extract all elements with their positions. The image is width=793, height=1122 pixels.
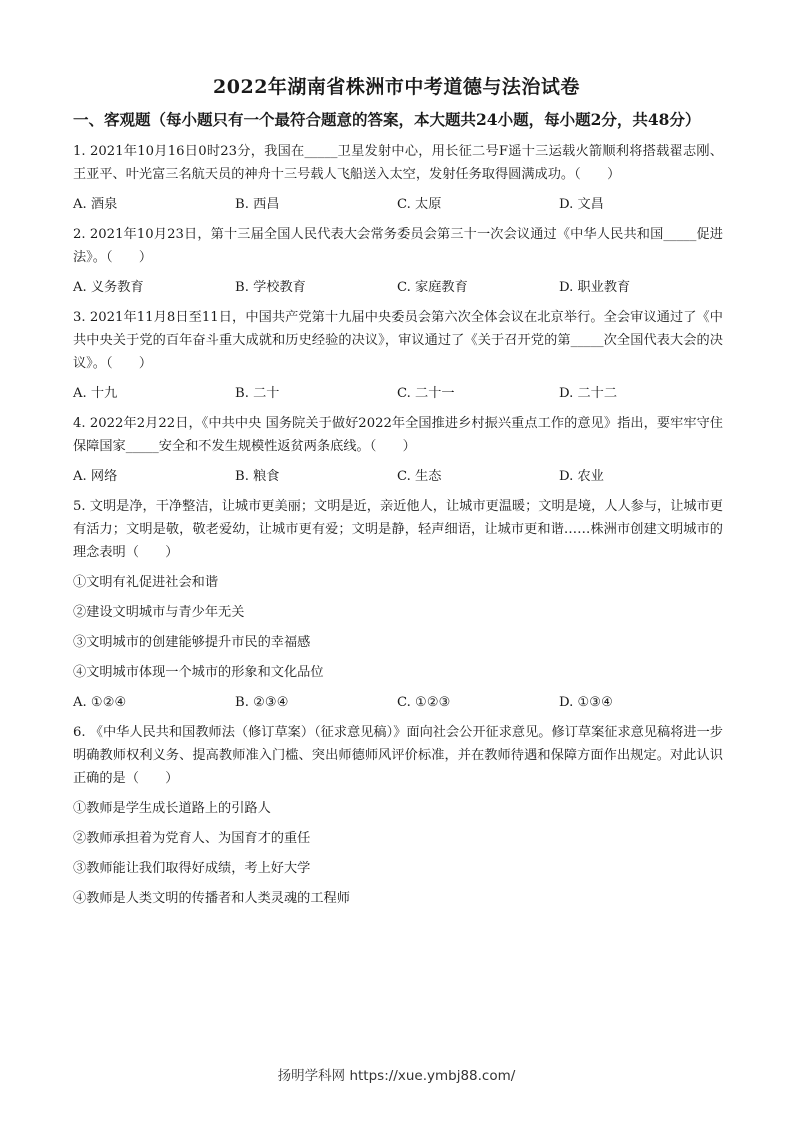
question-stem: 1. 2021年10月16日0时23分，我国在_____卫星发射中心，用长征二号F遥十三运载火箭顺利将搭载翟志刚、王亚平、叶光富三名航天员的神舟十三号载人飞船送入太空，发射任务取得圆满成功。（ ） xyxy=(73,144,723,182)
option-d: D. 职业教育 xyxy=(559,280,631,295)
options-row xyxy=(73,691,723,714)
statement-item: ①教师是学生成长道路上的引路人 xyxy=(73,801,271,816)
option-d: D. ①③④ xyxy=(559,695,613,710)
option-d: D. 农业 xyxy=(559,469,604,484)
option-a: A. 网络 xyxy=(73,469,118,484)
option-a: A. ①②④ xyxy=(73,695,127,710)
options-row xyxy=(73,382,723,405)
question-stem: 3. 2021年11月8日至11日，中国共产党第十九届中央委员会第六次全体会议在北京举行。全会审议通过了《中共中央关于党的百年奋斗重大成就和历史经验的决议》，审议通过了《关于召开党的第_____次全国代表大会的决议》。（ ） xyxy=(73,310,723,371)
question-6 xyxy=(73,721,723,910)
option-b: B. 二十 xyxy=(235,386,280,401)
option-c: C. 家庭教育 xyxy=(397,280,468,295)
section-heading: 一、客观题（每小题只有一个最符合题意的答案，本大题共24小题，每小题2分，共48分） xyxy=(73,110,701,129)
option-c: C. 二十一 xyxy=(397,386,455,401)
option-b: B. 粮食 xyxy=(235,469,280,484)
question-list xyxy=(73,140,723,917)
page-title: 2022年湖南省株洲市中考道德与法治试卷 xyxy=(213,76,580,98)
option-b: B. 西昌 xyxy=(235,197,280,212)
option-c: C. ①②③ xyxy=(397,695,451,710)
statement-item: ①文明有礼促进社会和谐 xyxy=(73,575,219,590)
question-stem: 4. 2022年2月22日，《中共中央 国务院关于做好2022年全国推进乡村振兴重点工作的意见》指出，要牢牢守住保障国家_____安全和不发生规模性返贫两条底线。（ ） xyxy=(73,416,723,454)
option-b: B. 学校教育 xyxy=(235,280,306,295)
question-stem: 6. 《中华人民共和国教师法（修订草案）（征求意见稿）》面向社会公开征求意见。修订草案征求意见稿将进一步明确教师权利义务、提高教师准入门槛、突出师德师风评价标准，并在教师待遇和保障方面作出规定。对此认识正确的是（ ） xyxy=(73,725,723,786)
footer-watermark: 扬明学科网 https://xue.ymbj88.com/ xyxy=(277,1068,516,1084)
statement-item: ④文明城市体现一个城市的形象和文化品位 xyxy=(73,665,324,680)
option-a: A. 酒泉 xyxy=(73,197,118,212)
option-c: C. 生态 xyxy=(397,469,442,484)
option-d: D. 文昌 xyxy=(559,197,604,212)
option-a: A. 义务教育 xyxy=(73,280,144,295)
statement-item: ②教师承担着为党育人、为国育才的重任 xyxy=(73,831,311,846)
question-stem: 2. 2021年10月23日，第十三届全国人民代表大会常务委员会第三十一次会议通过《中华人民共和国_____促进法》。（ ） xyxy=(73,227,723,265)
question-stem: 5. 文明是净，干净整洁，让城市更美丽；文明是近，亲近他人，让城市更温暖；文明是境，人人参与，让城市更有活力；文明是敬，敬老爱幼，让城市更有爱；文明是静，轻声细语，让城市更和谐……株洲市创建文明城市的理念表明（ ） xyxy=(73,499,723,560)
question-2 xyxy=(73,223,723,299)
options-row xyxy=(73,465,723,488)
option-d: D. 二十二 xyxy=(559,386,618,401)
question-5 xyxy=(73,495,723,714)
statement-item: ②建设文明城市与青少年无关 xyxy=(73,605,245,620)
question-1 xyxy=(73,140,723,216)
question-3 xyxy=(73,306,723,405)
option-b: B. ②③④ xyxy=(235,695,289,710)
question-4 xyxy=(73,412,723,488)
statement-item: ③文明城市的创建能够提升市民的幸福感 xyxy=(73,635,311,650)
options-row xyxy=(73,276,723,299)
option-c: C. 太原 xyxy=(397,197,442,212)
options-row xyxy=(73,193,723,216)
statement-item: ③教师能让我们取得好成绩，考上好大学 xyxy=(73,861,311,876)
statement-item: ④教师是人类文明的传播者和人类灵魂的工程师 xyxy=(73,891,350,906)
option-a: A. 十九 xyxy=(73,386,118,401)
